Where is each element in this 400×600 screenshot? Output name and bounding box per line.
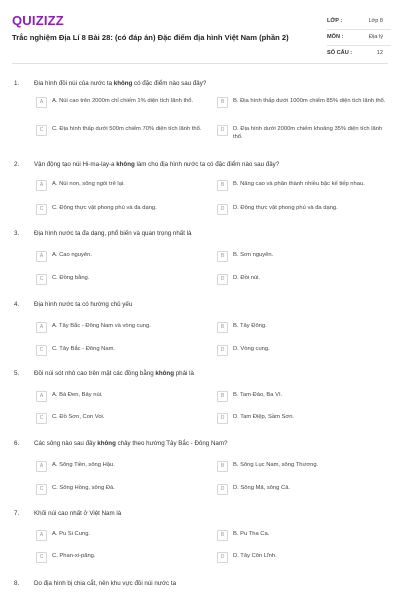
option-b[interactable] <box>217 461 387 472</box>
question-text: Đia hình đồi núi của nước ta không có đặc điểm nào sau đây? <box>34 80 207 87</box>
question-number: 5. <box>14 370 20 377</box>
option-d[interactable] <box>217 345 387 356</box>
option-letter-box: C <box>36 274 47 285</box>
option-letter-box: B <box>217 97 228 108</box>
option-text: A. Cao nguyên. <box>52 252 92 258</box>
option-letter-box: B <box>217 530 228 541</box>
meta-value: Lớp 8 <box>368 18 383 24</box>
option-text: C. Đồng bằng. <box>52 275 90 281</box>
option-letter-box: C <box>36 345 47 356</box>
question-text: Do địa hình bị chia cắt, nên khu vực đồi núi nước ta <box>34 580 177 587</box>
option-text: A. Sông Tiền, sông Hậu. <box>52 462 115 468</box>
option-letter-box: D <box>217 125 228 136</box>
option-c[interactable] <box>36 274 206 285</box>
meta-row-subject <box>327 30 391 46</box>
option-b[interactable] <box>217 251 387 262</box>
meta-value: 12 <box>376 50 383 56</box>
option-text: B. Sơn nguyên. <box>233 252 274 258</box>
option-letter-box: C <box>36 204 47 215</box>
option-a[interactable] <box>36 530 206 541</box>
option-text: A. Pu Si Cung. <box>52 531 91 537</box>
meta-label: LỚP : <box>327 18 343 24</box>
worksheet-meta <box>327 14 391 61</box>
question-text: Khối núi cao nhất ở Việt Nam là <box>34 510 122 517</box>
option-a[interactable] <box>36 97 206 108</box>
option-letter-box: A <box>36 251 47 262</box>
option-b[interactable] <box>217 180 387 191</box>
option-b[interactable] <box>217 530 387 541</box>
option-d[interactable] <box>217 125 387 141</box>
option-letter-box: B <box>217 461 228 472</box>
option-letter-box: A <box>36 180 47 191</box>
option-text: D. Địa hình dưới 2000m chiếm khoảng 35% diện tích lãnh thổ. <box>233 126 383 140</box>
option-text: C. Tây Bắc - Đông Nam. <box>52 346 116 352</box>
option-text: B. Tây Đông. <box>233 323 267 329</box>
meta-label: MÔN : <box>327 34 344 40</box>
option-text: A. Tây Bắc - Đông Nam và vòng cung. <box>52 323 151 329</box>
option-text: C. Động thực vật phong phú và đa dạng. <box>52 205 157 211</box>
option-c[interactable] <box>36 552 206 563</box>
option-letter-box: C <box>36 552 47 563</box>
option-c[interactable] <box>36 204 206 215</box>
option-text: C. Đồ Sơn, Con Voi. <box>52 414 105 420</box>
option-c[interactable] <box>36 484 206 495</box>
option-a[interactable] <box>36 251 206 262</box>
question-number: 3. <box>14 230 20 237</box>
option-a[interactable] <box>36 461 206 472</box>
option-b[interactable] <box>217 391 387 402</box>
option-text: B. Địa hình thấp dưới 1000m chiếm 85% diện tích lãnh thổ. <box>233 98 386 104</box>
option-a[interactable] <box>36 391 206 402</box>
quizizz-logo[interactable]: QUIZIZZ <box>12 13 64 28</box>
question-number: 2. <box>14 161 20 168</box>
option-text: A. Núi non, sông ngòi trẻ lại. <box>52 181 125 187</box>
option-letter-box: D <box>217 274 228 285</box>
option-text: D. Vòng cung. <box>233 346 270 352</box>
option-letter-box: A <box>36 530 47 541</box>
option-b[interactable] <box>217 97 387 108</box>
option-b[interactable] <box>217 322 387 333</box>
option-text: D. Động thực vật phong phú và đa dạng. <box>233 205 338 211</box>
option-a[interactable] <box>36 180 206 191</box>
option-letter-box: C <box>36 413 47 424</box>
meta-row-class <box>327 14 391 30</box>
option-letter-box: A <box>36 97 47 108</box>
option-text: C. Địa hình thấp dưới 500m chiếm 70% diện tích lãnh thổ. <box>52 126 202 132</box>
option-letter-box: D <box>217 204 228 215</box>
option-text: B. Pu Tha Ca. <box>233 531 270 537</box>
option-c[interactable] <box>36 125 206 136</box>
option-text: D. Đồi núi. <box>233 275 261 281</box>
option-letter-box: A <box>36 322 47 333</box>
option-text: A. Núi cao trên 2000m chỉ chiếm 1% diện tích lãnh thổ. <box>52 98 194 104</box>
option-letter-box: C <box>36 484 47 495</box>
meta-row-count <box>327 46 391 61</box>
option-d[interactable] <box>217 413 387 424</box>
option-text: A. Bà Đen, Bảy núi. <box>52 392 103 398</box>
option-text: B. Nâng cao và phân thành nhiều bậc kế tiếp nhau. <box>233 181 365 187</box>
option-letter-box: A <box>36 391 47 402</box>
option-d[interactable] <box>217 274 387 285</box>
question-text: Đồi núi sót nhô cao trên mặt các đồng bằng không phải là <box>34 370 194 377</box>
option-letter-box: B <box>217 180 228 191</box>
question-text: Địa hình nước ta đa dạng, phổ biến và quan trọng nhất là <box>34 230 192 237</box>
question-number: 7. <box>14 510 20 517</box>
option-text: D. Sông Mã, sông Cả. <box>233 485 291 491</box>
option-letter-box: B <box>217 322 228 333</box>
option-letter-box: C <box>36 125 47 136</box>
option-letter-box: A <box>36 461 47 472</box>
option-text: B. Sông Lục Nam, sông Thương. <box>233 462 319 468</box>
question-number: 4. <box>14 301 20 308</box>
option-text: D. Tam Điệp, Sầm Sơn. <box>233 414 295 420</box>
option-a[interactable] <box>36 322 206 333</box>
option-text: B. Tam Đảo, Ba Vì. <box>233 392 283 398</box>
option-c[interactable] <box>36 413 206 424</box>
option-d[interactable] <box>217 484 387 495</box>
option-letter-box: D <box>217 484 228 495</box>
option-c[interactable] <box>36 345 206 356</box>
option-d[interactable] <box>217 204 387 215</box>
option-d[interactable] <box>217 552 387 563</box>
question-text: Các sông nào sau đây không chảy theo hướng Tây Bắc - Đông Nam? <box>34 440 228 447</box>
option-text: C. Phan-xi-păng. <box>52 553 96 559</box>
meta-value: Địa lý <box>369 34 383 40</box>
option-letter-box: D <box>217 552 228 563</box>
option-letter-box: D <box>217 413 228 424</box>
question-text: Địa hình nước ta có hướng chủ yếu <box>34 301 133 308</box>
option-text: C. Sông Hồng, sông Đà. <box>52 485 115 491</box>
option-letter-box: B <box>217 391 228 402</box>
question-number: 1. <box>14 80 20 87</box>
question-number: 6. <box>14 440 20 447</box>
header-divider <box>12 63 388 64</box>
option-letter-box: D <box>217 345 228 356</box>
meta-label: SỐ CÂU : <box>327 50 353 56</box>
question-text: Vận động tạo núi Hi-ma-lay-a không làm cho địa hình nước ta có đặc điểm nào sau đây? <box>34 161 280 168</box>
worksheet-title: Trắc nghiệm Địa Lí 8 Bài 28: (có đáp án) Đặc điểm địa hình Việt Nam (phần 2) <box>12 33 289 42</box>
option-text: D. Tây Côn Lĩnh. <box>233 553 277 559</box>
question-number: 8. <box>14 580 20 587</box>
option-letter-box: B <box>217 251 228 262</box>
